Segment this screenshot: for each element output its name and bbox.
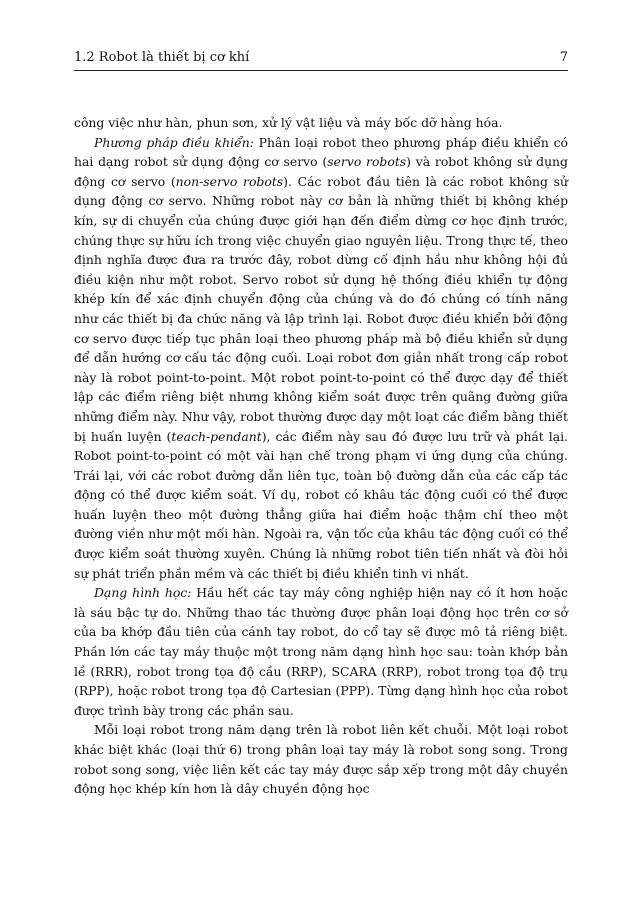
section-title: 1.2 Robot là thiết bị cơ khí bbox=[74, 50, 250, 65]
paragraph-control-method bbox=[74, 133, 568, 584]
paragraph-text: ) và robot không sử dụng động cơ servo ( bbox=[74, 154, 568, 189]
term-non-servo-robots: non-servo robots bbox=[175, 173, 284, 189]
paragraph-lead: Phương pháp điều khiển: bbox=[94, 134, 254, 150]
paragraph-1 bbox=[74, 113, 568, 133]
paragraph-text: Phân loại robot theo phương pháp điều khiển có hai dạng robot sử dụng động cơ servo ( bbox=[74, 134, 568, 170]
paragraph-text: ), các điểm này sau đó được lưu trữ và phát lại. Robot point-to-point có một vài hạn chế trong phạm vi ứng dụng của chúng. Trái lại, với các robot đường dẫn liên tục, toàn bộ đường dẫn của các cấp tác động có thể được kiểm soát. Ví dụ, robot có khâu tác động cuối có thể được huấn luyện theo một đường thẳng giữa hai điểm hoặc thậm chí theo một đường viền như một mối hàn. Ngoài ra, vận tốc của khâu tác động cuối có thể được kiểm soát thường xuyên. Chúng là những robot tiên tiến nhất và đòi hỏi sự phát triển phần mềm và các thiết bị điều khiển tinh vi nhất. bbox=[74, 428, 568, 581]
paragraph-text: Hầu hết các tay máy công nghiệp hiện nay có ít hơn hoặc là sáu bậc tự do. Những thao tác thường được phân loại động học trên cơ sở của ba khớp đầu tiên của cánh tay robot, do cổ tay sẽ được mô tả riêng biệt. Phần lớn các tay máy thuộc một trong năm dạng hình học sau: toàn khớp bản lề (RRR), robot trong tọa độ cầu (RRP), SCARA (RRP), robot trong tọa độ trụ (RPP), hoặc robot trong tọa độ Cartesian (PPP). Từng dạng hình học của robot được trình bày trong các phần sau. bbox=[74, 585, 568, 718]
running-header bbox=[74, 50, 568, 71]
page-number: 7 bbox=[559, 50, 568, 65]
body-text bbox=[74, 113, 568, 799]
paragraph-text: ). Các robot đầu tiên là các robot không sử dụng động cơ servo. Những robot này cơ bản là những thiết bị không khép kín, sự di chuyển của chúng được giới hạn đến điểm dừng cơ học định trước, chúng thực sự hữu ích trong việc chuyển giao nguyên liệu. Trong thực tế, theo định nghĩa được đưa ra trước đây, robot dừng cố định hầu như không hội đủ điều kiện như một robot. Servo robot sử dụng hệ thống điều khiển tự động khép kín để xác định chuyển động của chúng và do đó chúng có tính năng như các thiết bị đa chức năng và lập trình lại. Robot được điều khiển bởi động cơ servo được tiếp tục phân loại theo phương pháp mà bộ điều khiển sử dụng để dẫn hướng cơ cấu tác động cuối. Loại robot đơn giản nhất trong cấp robot này là robot point-to-point. Một robot point-to-point có thể được dạy để thiết lập các điểm riêng biệt nhưng không kiểm soát được trên quãng đường giữa những điểm này. Như vậy, robot thường được dạy một loạt các điểm bằng thiết bị huấn luyện ( bbox=[74, 173, 568, 444]
paragraph-parallel-robot bbox=[74, 720, 568, 798]
term-servo-robots: servo robots bbox=[327, 154, 407, 170]
paragraph-text: công việc như hàn, phun sơn, xử lý vật liệu và máy bốc dỡ hàng hóa. bbox=[74, 115, 503, 130]
document-page bbox=[74, 50, 568, 799]
paragraph-lead: Dạng hình học: bbox=[94, 585, 192, 601]
term-teach-pendant: teach-pendant bbox=[171, 428, 262, 444]
paragraph-geometry bbox=[74, 583, 568, 720]
paragraph-text: Mỗi loại robot trong năm dạng trên là robot liên kết chuỗi. Một loại robot khác biệt khác (loại thứ 6) trong phân loại tay máy là robot song song. Trong robot song song, việc liên kết các tay máy được sắp xếp trong một dây chuyền động học khép kín hơn là dây chuyền động học bbox=[74, 722, 568, 797]
